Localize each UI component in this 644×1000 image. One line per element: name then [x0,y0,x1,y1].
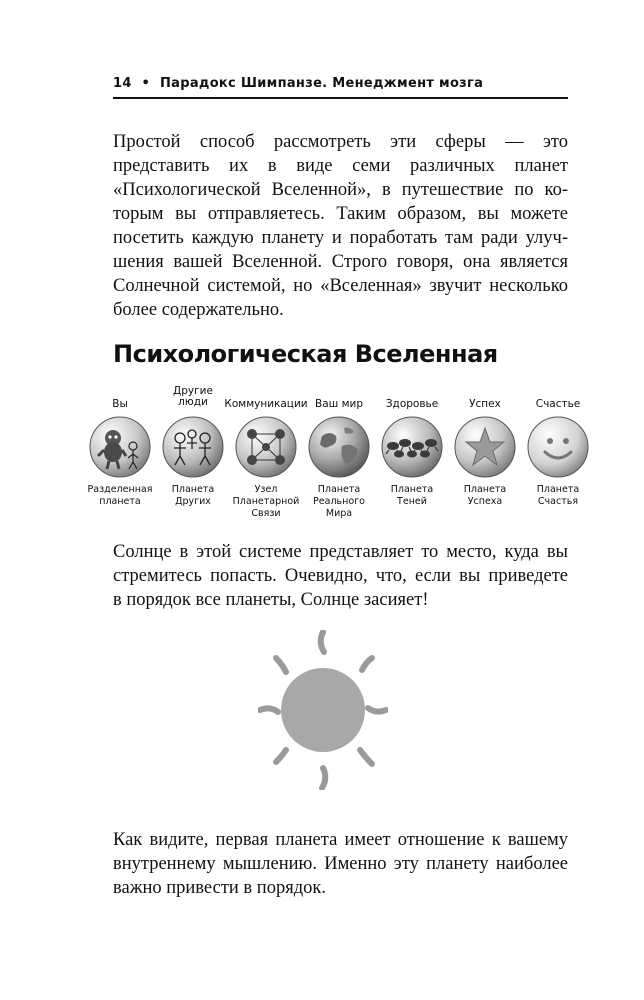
planet-name: Вы [112,398,128,410]
star-planet-icon [454,416,516,478]
planet-success [445,386,525,508]
planet-label: Планета Успеха [463,484,507,507]
smiley-planet-icon [527,416,589,478]
text-line: Солнечной системой, но «Вселенная» звучит несколько [113,276,568,296]
text-line: шения вашей Вселенной. Строго говоря, она является [113,252,568,272]
planet-name: Коммуникации [224,398,308,410]
planet-name: Другие люди [173,385,213,408]
planet-name: Счастье [535,398,581,410]
communication-network-planet-icon [235,416,297,478]
planet-label: Планета Реального Мира [313,484,365,519]
planet-label: Планета Счастья [536,484,580,507]
planet-label: Узел Планетарной Связи [232,484,300,519]
page-number: 14 [113,76,132,91]
text-line: более содержательно. [113,300,284,320]
text-line: посетить каждую планету и поработать там ради улуч- [113,228,568,248]
planet-name: Здоровье [385,398,439,410]
intro-paragraph [113,130,568,322]
planet-happiness [518,386,598,508]
header-bullet: • [141,76,151,91]
planet-you [80,386,160,508]
chimp-and-human-planet-icon [89,416,151,478]
earth-planet-icon [308,416,370,478]
section-title: Психологическая Вселенная [113,340,498,368]
planet-health [372,386,452,508]
planet-communications [226,386,306,520]
sun-paragraph [113,540,568,612]
text-line: стремитесь попасть. Очевидно, что, если вы приведете [113,566,568,586]
text-line: важно привести в порядок. [113,878,326,898]
psychological-universe-diagram [80,386,600,526]
planet-your-world [299,386,379,520]
closing-paragraph [113,828,568,900]
people-planet-icon [162,416,224,478]
gremlins-planet-icon [381,416,443,478]
planet-others [153,386,233,508]
text-line: Простой способ рассмотреть эти сферы — это [113,132,568,152]
text-line: представить их в виде семи различных планет [113,156,568,176]
header-rule [113,97,568,99]
planet-label: Планета Других [171,484,215,507]
text-line: Как видите, первая планета имеет отношение к вашему [113,830,568,850]
text-line: Солнце в этой системе представляет то место, куда вы [113,542,568,562]
planet-label: Разделенная планета [87,484,153,507]
planet-label: Планета Теней [390,484,434,507]
text-line: «Психологической Вселенной», в путешествие по ко- [113,180,568,200]
planet-name: Успех [469,398,501,410]
planet-name: Ваш мир [315,398,363,410]
text-line: в порядок все планеты, Солнце засияет! [113,590,429,610]
running-title: Парадокс Шимпанзе. Менеджмент мозга [159,76,484,91]
running-header [113,76,568,91]
text-line: торым вы отправляетесь. Таким образом, вы можете [113,204,568,224]
text-line: внутреннему мышлению. Именно эту планету наиболее [113,854,568,874]
sun-icon [258,630,388,790]
